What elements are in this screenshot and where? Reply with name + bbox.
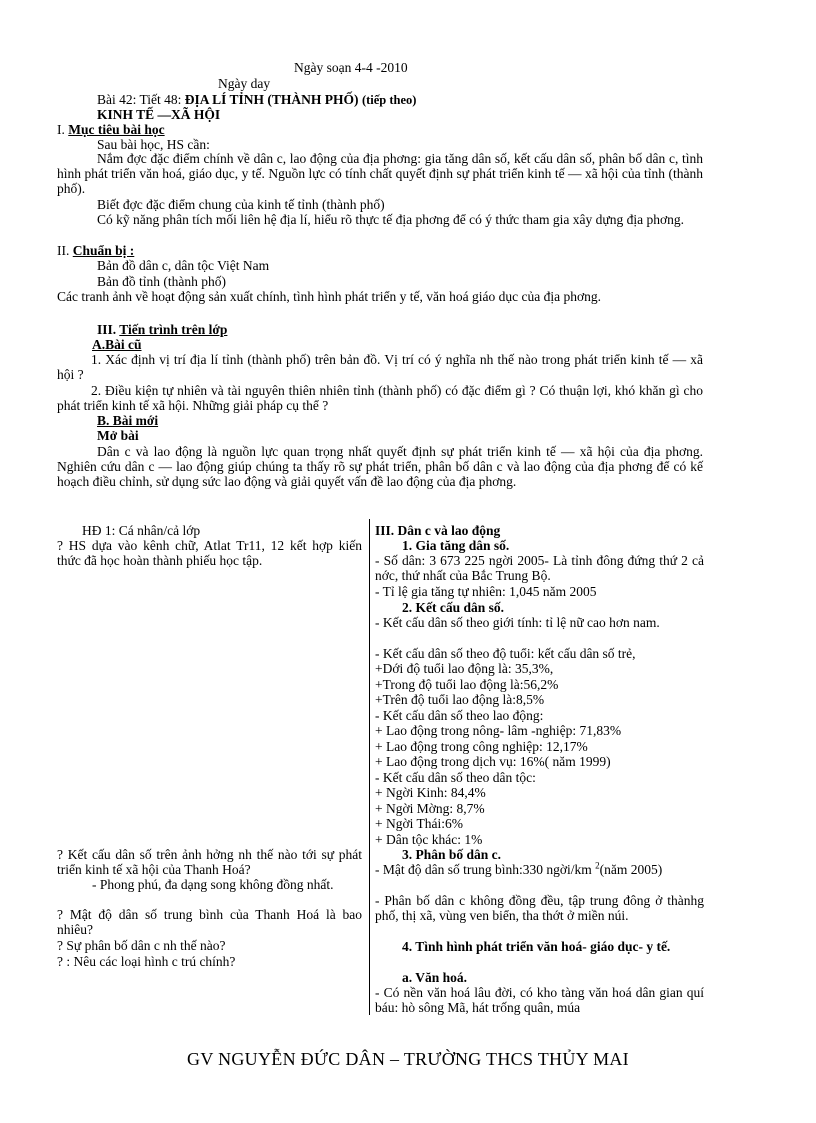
s2-line8: + Lao động trong công nghiệp: 12,17% [375,739,588,754]
section2-item3: Các tranh ảnh về hoạt động sản xuất chính, tình hình phát triển y tế, văn hoá giáo dục của địa phơng. [57,289,601,304]
section3-q2: 2. Điều kiện tự nhiên và tài nguyên thiên nhiên tỉnh (thành phố) có đặc điểm gì ? Có thuận lợi, khó khăn gì cho phát triển kinh tế xã hội. Những giải pháp cụ thể ? [57,383,703,413]
section2-num: II. [57,243,73,258]
section2-item2: Bản đồ tỉnh (thành phố) [97,274,226,289]
lesson-title-line2: KINH TẾ —XÃ HỘI [97,107,221,122]
s3-line1-sup: 2 [595,860,600,871]
section2-title: Chuẩn bị : [72,243,135,258]
s2-line1: - Kết cấu dân số theo giới tính: tỉ lệ nữ cao hơn nam. [375,615,660,630]
s2-line10: - Kết cấu dân số theo dân tộc: [375,770,536,785]
s2-line4: +Trong độ tuổi lao động là:56,2% [375,677,559,692]
section1-num: I. [57,122,69,137]
section3-num: III. [97,322,120,337]
s2-line12: + Ngời Mờng: 8,7% [375,801,485,816]
s2-line7: + Lao động trong nông- lâm -nghiệp: 71,83% [375,723,622,738]
left-q-cutru: ? : Nêu các loại hình c trú chính? [57,954,236,969]
s1-line2: - Tỉ lệ gia tăng tự nhiên: 1,045 năm 2005 [375,584,597,599]
s3-line1 [375,862,704,877]
section2-heading [57,243,134,258]
lesson-title-suffix: (tiếp theo) [361,93,417,107]
mo-bai-heading: Mở bài [97,428,139,443]
ngay-soan: Ngày soạn 4-4 -2010 [294,60,408,75]
left-q-phanbo: ? Sự phân bố dân c nh thế nào? [57,938,226,953]
s2-line9: + Lao động trong dịch vụ: 16%( năm 1999) [375,754,611,769]
lesson-title-main: ĐỊA LÍ TỈNH (THÀNH PHỐ) [184,92,359,107]
s2-line6: - Kết cấu dân số theo lao động: [375,708,544,723]
section3-heading [97,322,227,337]
section3-b-heading: B. Bài mới [97,413,159,428]
s3-title: 3. Phân bố dân c. [402,847,502,862]
section1-intro: Sau bài học, HS cần: [97,137,210,152]
s3-line1-a: - Mật độ dân số trung bình:330 ngời/km [375,862,596,877]
ngay-day: Ngày day [218,76,271,91]
column-divider [369,519,370,1015]
s2-line11: + Ngời Kinh: 84,4% [375,785,486,800]
section1-p2: Biết đợc đặc điểm chung của kinh tế tỉnh (thành phố) [97,197,385,212]
s2-line14: + Dân tộc khác: 1% [375,832,483,847]
left-q-matdo: ? Mật độ dân số trung bình của Thanh Hoá là bao nhiêu? [57,907,362,937]
section1-title: Mục tiêu bài học [68,122,165,137]
mo-bai-text: Dân c và lao động là nguồn lực quan trọng nhất quyết định sự phát triển kinh tế — xã hội của địa phơng. Nghiên cứu dân c — lao động giúp chúng ta thấy rõ sự phát triển, phân bố dân c và lao động của địa phơng để có kế hoạch điều chỉnh, sử dụng sức lao động và giải quyết vấn đề lao động của địa phơng. [57,444,703,489]
s2-title: 2. Kết cấu dân số. [402,600,505,615]
section1-p1: Nắm đợc đặc điểm chính về dân c, lao động của địa phơng: gia tăng dân số, kết cấu dân số, phân bố dân c, tình hình phát triển văn hoá, giáo dục, y tế. Nguồn lực có tính chất quyết định sự phát triển kinh tế — xã hội của tỉnh (thành phố). [57,151,703,196]
left-a-ketcau: - Phong phú, đa dạng song không đồng nhất. [92,877,334,892]
section3-q1: 1. Xác định vị trí địa lí tỉnh (thành phố) trên bản đồ. Vị trí có ý nghĩa nh thế nào trong phát triển kinh tế — xã hội ? [57,352,703,382]
section3-a-heading: A.Bài cũ [92,337,142,352]
section2-item1: Bản đồ dân c, dân tộc Việt Nam [97,258,270,273]
s2-line13: + Ngời Thái:6% [375,816,463,831]
lesson-title [97,92,416,108]
s1-title: 1. Gia tăng dân số. [402,538,510,553]
hd1-label: HĐ 1: Cá nhân/cả lớp [82,523,201,538]
lesson-title-prefix: Bài 42: Tiết 48: [97,92,185,107]
s2-line5: +Trên độ tuổi lao động là:8,5% [375,692,545,707]
s4a-title: a. Văn hoá. [402,970,468,985]
s1-line1: - Số dân: 3 673 225 ngời 2005- Là tỉnh đông đứng thứ 2 cả nớc, thứ nhất của Bắc Trung Bộ. [375,553,704,583]
left-q-hs: ? HS dựa vào kênh chữ, Atlat Tr11, 12 kết hợp kiến thức đã học hoàn thành phiếu học tập. [57,538,362,568]
right-heading: III. Dân c và lao động [375,523,501,538]
s3-line2: - Phân bố dân c không đồng đều, tập trung đông ở thànhg phố, thị xã, vùng ven biển, tha thớt ở miền núi. [375,893,704,923]
s2-line2: - Kết cấu dân số theo độ tuổi: kết cấu dân số trẻ, [375,646,636,661]
left-q-ketcau: ? Kết cấu dân số trên ảnh hởng nh thế nào tới sự phát triển kinh tế xã hội của Thanh Hoá? [57,847,362,877]
s4a-line1: - Có nền văn hoá lâu đời, có kho tàng văn hoá dân gian quí báu: hò sông Mã, hát trống quân, múa [375,985,704,1015]
s3-line1-b: (năm 2005) [599,862,663,877]
section1-p3: Có kỹ năng phân tích mối liên hệ địa lí, hiểu rõ thực tế địa phơng để có ý thức tham gia xây dựng địa phơng. [97,212,684,227]
section1-heading [57,122,165,137]
s2-line3: +Dới độ tuổi lao động là: 35,3%, [375,661,554,676]
s4-title: 4. Tình hình phát triển văn hoá- giáo dục- y tế. [402,939,671,954]
section3-title: Tiến trình trên lớp [119,322,228,337]
left-a-ketcau-text: Phong phú, đa dạng song không đồng nhất. [99,877,334,892]
page-footer: GV NGUYỄN ĐỨC DÂN – TRƯỜNG THCS THỦY MAI [187,1049,629,1069]
